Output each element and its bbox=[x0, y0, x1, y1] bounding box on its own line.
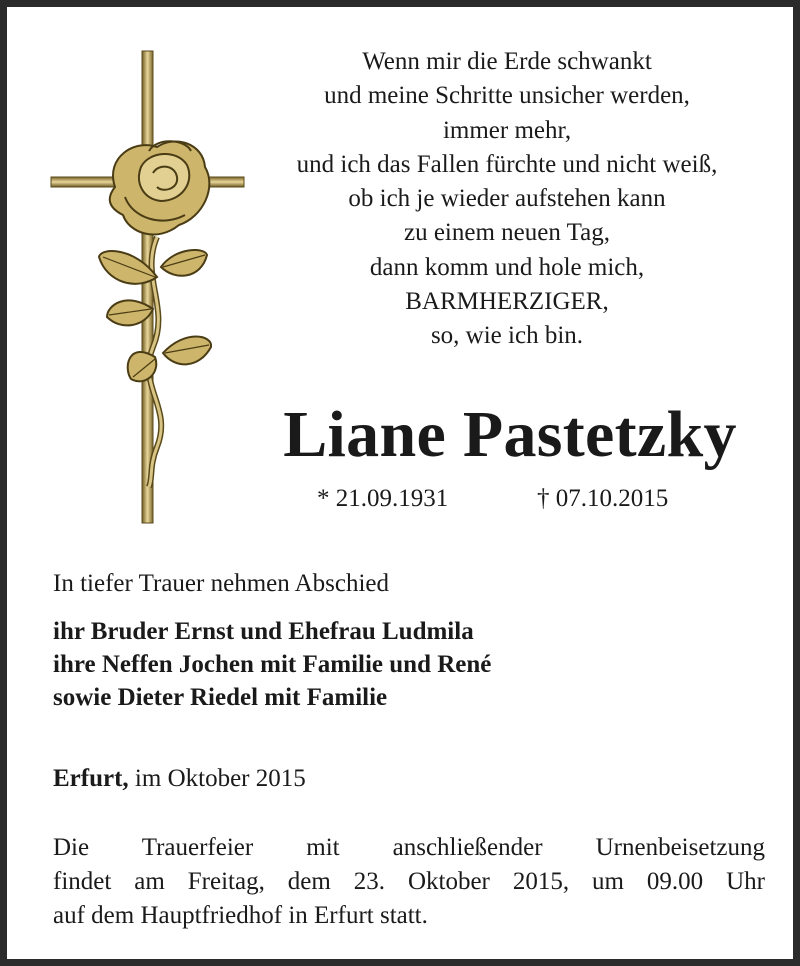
service-line: auf dem Hauptfriedhof in Erfurt statt. bbox=[53, 902, 428, 929]
place-city: Erfurt, bbox=[53, 765, 129, 792]
mourner-line: ihre Neffen Jochen mit Familie und René bbox=[53, 651, 492, 678]
mourners-list bbox=[53, 615, 491, 714]
place-and-date bbox=[53, 765, 306, 793]
birth-date: * 21.09.1931 bbox=[317, 485, 449, 512]
poem-line: zu einem neuen Tag, bbox=[403, 219, 611, 247]
deceased-name: Liane Pastetzky bbox=[283, 398, 737, 471]
poem-line: ob ich je wieder aufstehen kann bbox=[348, 185, 666, 213]
poem bbox=[247, 45, 767, 354]
cross-with-rose-icon bbox=[45, 47, 250, 527]
mourning-intro: In tiefer Trauer nehmen Abschied bbox=[53, 570, 390, 597]
poem-line: Wenn mir die Erde schwankt bbox=[362, 48, 652, 75]
poem-line: immer mehr, bbox=[442, 116, 572, 144]
death-date: † 07.10.2015 bbox=[537, 485, 669, 512]
poem-line: dann komm und hole mich, bbox=[369, 253, 645, 281]
poem-line: BARMHERZIGER, bbox=[405, 288, 609, 316]
mourner-line: ihr Bruder Ernst und Ehefrau Ludmila bbox=[53, 618, 474, 645]
poem-line: und meine Schritte unsicher werden, bbox=[324, 82, 690, 110]
place-date: im Oktober 2015 bbox=[128, 765, 306, 792]
poem-line: und ich das Fallen fürchte und nicht weiß, bbox=[296, 150, 718, 178]
service-line: Die Trauerfeier mit anschließender Urnenbeisetzung bbox=[53, 834, 765, 861]
funeral-service-info bbox=[53, 831, 765, 933]
service-line: findet am Freitag, dem 23. Oktober 2015, um 09.00 Uhr bbox=[53, 868, 765, 895]
mourner-line: sowie Dieter Riedel mit Familie bbox=[53, 684, 388, 711]
poem-line: so, wie ich bin. bbox=[430, 322, 584, 350]
